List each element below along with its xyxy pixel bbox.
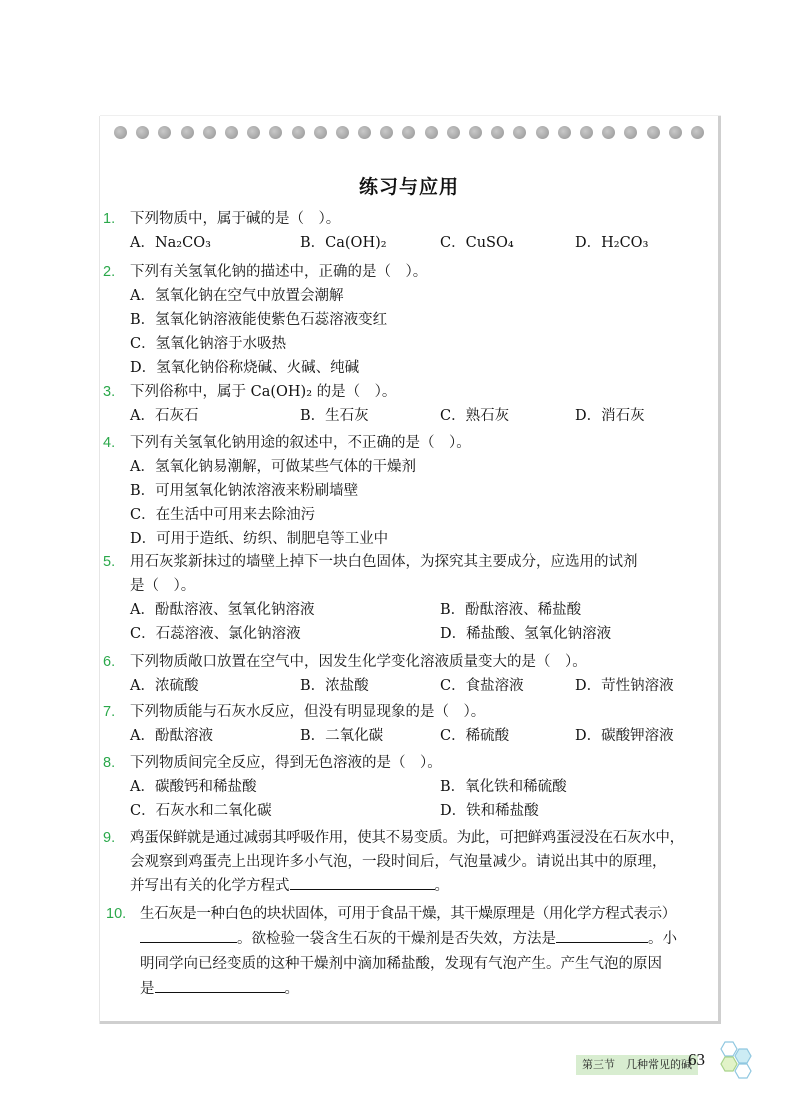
option-d: D．H₂CO₃ [575, 235, 649, 251]
option-b: B．酚酞溶液、稀盐酸 [440, 602, 582, 618]
hole-icon [558, 126, 571, 139]
hole-icon [136, 126, 149, 139]
option-a: A．碳酸钙和稀盐酸 [130, 779, 257, 795]
footer-section-label: 第三节 几种常见的碱 [576, 1055, 698, 1075]
hole-icon [203, 126, 216, 139]
question-text-line: 明同学向已经变质的这种干燥剂中滴加稀盐酸，发现有气泡产生。产生气泡的原因 [140, 956, 662, 972]
option-c: C．CuSO₄ [440, 235, 514, 251]
question-text: 下列有关氢氧化钠的描述中，正确的是（ ）。 [130, 264, 428, 280]
question-text: 下列物质敞口放置在空气中，因发生化学变化溶液质量变大的是（ ）。 [130, 654, 587, 670]
answer-prompt: 是 [140, 981, 155, 997]
question-text-line: 生石灰是一种白色的块状固体，可用于食品干燥，其干燥原理是（用化学方程式表示） [140, 906, 676, 922]
question-number: 8. [103, 755, 116, 771]
answer-text: 。欲检验一袋含生石灰的干燥剂是否失效，方法是 [237, 931, 556, 947]
exercise-card [100, 116, 721, 1024]
option-c: C．氢氧化钠溶于水吸热 [130, 336, 287, 352]
section-title: 练习与应用 [358, 176, 459, 198]
page-number: 63 [688, 1050, 705, 1069]
option-b: B．氢氧化钠溶液能使紫色石蕊溶液变红 [130, 312, 388, 328]
question-text: 下列物质间完全反应，得到无色溶液的是（ ）。 [130, 755, 442, 771]
option-d: D．苛性钠溶液 [575, 678, 674, 694]
answer-blank[interactable] [155, 978, 285, 993]
hole-icon [314, 126, 327, 139]
hole-icon [580, 126, 593, 139]
hole-icon [247, 126, 260, 139]
answer-text: 。小 [648, 931, 677, 947]
question-text: 下列有关氢氧化钠用途的叙述中，不正确的是（ ）。 [130, 435, 471, 451]
question-number: 1. [103, 211, 116, 227]
hole-icon [402, 126, 415, 139]
answer-end: 。 [434, 878, 449, 894]
question-text-line [130, 874, 710, 898]
question-number: 2. [103, 264, 116, 280]
option-d: D．消石灰 [575, 408, 645, 424]
option-d: D．可用于造纸、纺织、制肥皂等工业中 [130, 531, 389, 547]
answer-end: 。 [284, 981, 299, 997]
binder-holes [114, 126, 704, 142]
hole-icon [469, 126, 482, 139]
question-text: 下列物质中，属于碱的是（ ）。 [130, 211, 341, 227]
option-c: C．在生活中可用来去除油污 [130, 507, 316, 523]
option-d: D．碳酸钾溶液 [575, 728, 674, 744]
question-text-line: 会观察到鸡蛋壳上出现许多小气泡，一段时间后，气泡量减少。请说出其中的原理， [130, 854, 667, 870]
hole-icon [536, 126, 549, 139]
hole-icon [447, 126, 460, 139]
hole-icon [269, 126, 282, 139]
hexagon-decoration-icon [715, 1040, 765, 1080]
option-b: B．可用氢氧化钠浓溶液来粉刷墙壁 [130, 483, 359, 499]
hole-icon [358, 126, 371, 139]
option-b: B．二氧化碳 [300, 728, 384, 744]
answer-prompt: 并写出有关的化学方程式 [130, 878, 290, 894]
option-a: A．酚酞溶液、氢氧化钠溶液 [130, 602, 315, 618]
option-a: A．石灰石 [130, 408, 199, 424]
answer-blank[interactable] [556, 928, 648, 943]
hole-icon [513, 126, 526, 139]
hole-icon [602, 126, 615, 139]
hole-icon [425, 126, 438, 139]
hole-icon [114, 126, 127, 139]
hole-icon [158, 126, 171, 139]
option-d: D．稀盐酸、氢氧化钠溶液 [440, 626, 612, 642]
question-number: 5. [103, 554, 116, 570]
question-text-line [140, 977, 720, 1002]
option-d: D．氢氧化钠俗称烧碱、火碱、纯碱 [130, 360, 360, 376]
option-a: A．酚酞溶液 [130, 728, 213, 744]
option-d: D．铁和稀盐酸 [440, 803, 539, 819]
question-number: 7. [103, 704, 116, 720]
question-number: 6. [103, 654, 116, 670]
option-c: C．食盐溶液 [440, 678, 524, 694]
question-number: 3. [103, 384, 116, 400]
question-number: 9. [103, 830, 116, 846]
option-b: B．氧化铁和稀硫酸 [440, 779, 567, 795]
hole-icon [380, 126, 393, 139]
option-a: A．氢氧化钠在空气中放置会潮解 [130, 288, 344, 304]
option-a: A．氢氧化钠易潮解，可做某些气体的干燥剂 [130, 459, 416, 475]
hole-icon [647, 126, 660, 139]
option-b: B．生石灰 [300, 408, 369, 424]
option-c: C．石灰水和二氧化碳 [130, 803, 272, 819]
answer-blank[interactable] [140, 928, 237, 943]
option-c: C．熟石灰 [440, 408, 510, 424]
hole-icon [624, 126, 637, 139]
option-c: C．稀硫酸 [440, 728, 510, 744]
question-text: 用石灰浆新抹过的墙壁上掉下一块白色固体，为探究其主要成分，应选用的试剂 [130, 554, 638, 570]
hole-icon [491, 126, 504, 139]
question-text-line: 鸡蛋保鲜就是通过减弱其呼吸作用，使其不易变质。为此，可把鲜鸡蛋浸没在石灰水中， [130, 830, 684, 846]
question-number: 10. [106, 906, 127, 922]
question-text: 下列物质能与石灰水反应，但没有明显现象的是（ ）。 [130, 704, 486, 720]
option-b: B．浓盐酸 [300, 678, 369, 694]
question-text: 下列俗称中，属于 Ca(OH)₂ 的是（ ）。 [130, 384, 397, 400]
hole-icon [181, 126, 194, 139]
hole-icon [292, 126, 305, 139]
question-text-line [140, 927, 720, 952]
hole-icon [691, 126, 704, 139]
option-a: A．Na₂CO₃ [130, 235, 211, 251]
hole-icon [669, 126, 682, 139]
option-b: B．Ca(OH)₂ [300, 235, 387, 251]
option-c: C．石蕊溶液、氯化钠溶液 [130, 626, 301, 642]
option-a: A．浓硫酸 [130, 678, 199, 694]
question-text-cont: 是（ ）。 [130, 578, 196, 594]
hole-icon [336, 126, 349, 139]
hole-icon [225, 126, 238, 139]
answer-blank[interactable] [290, 875, 435, 890]
question-number: 4. [103, 435, 116, 451]
